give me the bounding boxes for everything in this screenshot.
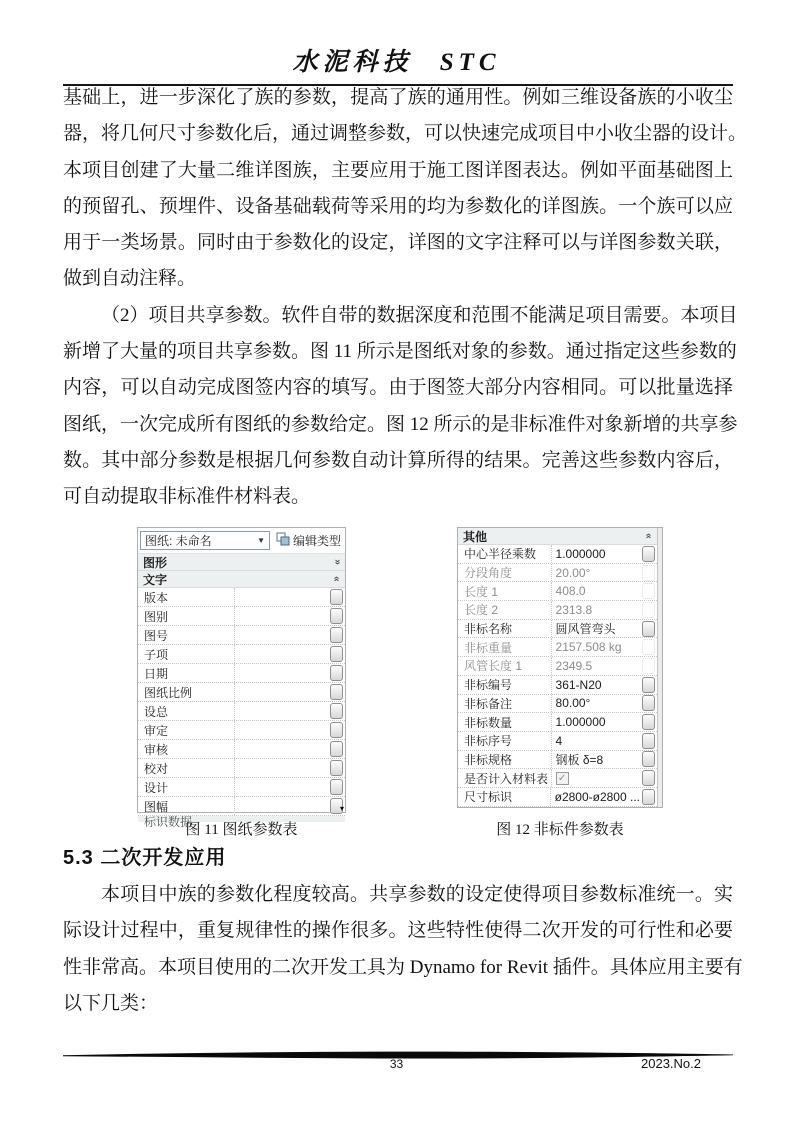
body-text-line: 本项目创建了大量二维详图族，主要应用于施工图详图表达。例如平面基础图上 <box>63 159 733 181</box>
param-value-input[interactable] <box>235 683 328 701</box>
body-text-line: 数。其中部分参数是根据几何参数自动计算所得的结果。完善这些参数内容后， <box>63 449 733 471</box>
param-label: 尺寸标识 <box>458 788 551 806</box>
param-value-input[interactable] <box>235 778 328 796</box>
body-text-line: 器，将几何尺寸参数化后，通过调整参数，可以快速完成项目中小收尘器的设计。 <box>63 123 748 145</box>
associate-param-button[interactable] <box>642 789 655 805</box>
param-label: 非标规格 <box>458 751 552 769</box>
nonstd-param-row <box>458 769 657 788</box>
associate-param-placeholder <box>642 565 655 581</box>
associate-param-button[interactable] <box>330 703 343 719</box>
associate-param-button[interactable] <box>330 722 343 738</box>
param-value[interactable]: 1.000000 <box>555 715 606 730</box>
section-label: 图形 <box>143 555 168 570</box>
param-label: 审定 <box>138 721 235 739</box>
body-text-line: 图纸，一次完成所有图纸的参数给定。图 12 所示的是非标准件对象新增的共享参 <box>63 413 738 435</box>
param-value[interactable]: 361-N20 <box>555 677 602 692</box>
associate-param-button[interactable] <box>642 714 655 730</box>
nonstd-param-row <box>458 657 657 676</box>
body-text-line: 基础上，进一步深化了族的参数，提高了族的通用性。例如三维设备族的小收尘 <box>63 87 733 108</box>
param-value-input[interactable] <box>235 626 328 644</box>
body-text-line: 做到自动注释。 <box>63 268 197 290</box>
param-value-input[interactable] <box>235 702 328 720</box>
journal-title: 水泥科技 STC <box>292 49 501 76</box>
type-selector-dropdown[interactable] <box>140 531 270 550</box>
chevron-expand-icon: » <box>332 559 344 565</box>
sheet-param-row <box>138 588 345 607</box>
scrollbar-track[interactable] <box>657 528 662 807</box>
param-label: 非标重量 <box>458 638 552 656</box>
param-label: 分段角度 <box>458 564 552 582</box>
param-value: 2313.8 <box>555 602 593 617</box>
figure11-sheet-properties-panel <box>137 527 346 829</box>
section-label: 文字 <box>143 572 168 587</box>
body-text-line: 内容，可以自动完成图签内容的填写。由于图签大部分内容相同。可以批量选择 <box>63 377 733 399</box>
nonstd-param-row <box>458 732 657 751</box>
associate-param-button[interactable] <box>330 589 343 605</box>
checkbox-checked-icon[interactable]: ✓ <box>556 772 569 785</box>
param-value-input[interactable] <box>235 759 328 777</box>
param-label: 设总 <box>138 702 235 720</box>
param-value-input[interactable] <box>235 588 328 606</box>
param-value-input[interactable] <box>235 721 328 739</box>
edit-type-label: 编辑类型 <box>292 534 341 548</box>
param-label: 是否计入材料表 <box>458 769 552 787</box>
section-heading: 5.3 二次开发应用 <box>63 847 227 869</box>
associate-param-placeholder <box>642 583 655 599</box>
sheet-param-row <box>138 664 345 683</box>
nonstd-param-row <box>458 620 657 639</box>
sheet-param-row <box>138 683 345 702</box>
body-text <box>63 80 748 516</box>
clipped-section-row: 标识数据 <box>138 816 345 822</box>
scroll-down-icon[interactable]: ▾ <box>339 804 344 813</box>
associate-param-button[interactable] <box>642 546 655 562</box>
sheet-param-row <box>138 721 345 740</box>
param-value: 20.00° <box>555 565 591 580</box>
issue-label: 2023.No.2 <box>641 1056 701 1071</box>
param-value-input[interactable] <box>235 664 328 682</box>
associate-param-button[interactable] <box>330 608 343 624</box>
param-label: 非标备注 <box>458 695 552 713</box>
associate-param-button[interactable] <box>330 741 343 757</box>
body-text-line: 新增了大量的项目共享参数。图 11 所示是图纸对象的参数。通过指定这些参数的 <box>63 341 737 363</box>
body-text-line: 可自动提取非标准件材料表。 <box>63 486 311 508</box>
chevron-collapse-icon: » <box>643 533 655 539</box>
edit-type-button[interactable] <box>274 531 343 550</box>
section-body-text <box>63 877 743 1022</box>
param-label: 中心半径乘数 <box>458 545 552 563</box>
param-value[interactable]: 圆风管弯头 <box>555 622 616 637</box>
nonstd-param-row <box>458 582 657 601</box>
param-value-input[interactable] <box>235 607 328 625</box>
type-selector-value: 图纸: 未命名 <box>145 534 212 548</box>
associate-param-button[interactable] <box>330 684 343 700</box>
associate-param-button[interactable] <box>642 677 655 693</box>
param-label: 版本 <box>138 588 235 606</box>
param-label: 日期 <box>138 664 235 682</box>
param-value[interactable]: ø2800-ø2800 ... <box>554 789 640 804</box>
associate-param-button[interactable] <box>642 751 655 767</box>
param-value[interactable]: 钢板 δ=8 <box>555 752 604 767</box>
param-value: 2157.508 kg <box>555 640 622 655</box>
nonstd-param-row <box>458 751 657 770</box>
nonstd-param-row <box>458 788 657 807</box>
param-value-input[interactable] <box>235 645 328 663</box>
nonstd-param-row <box>458 713 657 732</box>
param-label: 图号 <box>138 626 235 644</box>
body-text-line: （2）项目共享参数。软件自带的数据深度和范围不能满足项目需要。本项目 <box>101 304 738 326</box>
figure12-caption: 图 12 非标件参数表 <box>496 822 624 838</box>
param-value: 408.0 <box>555 584 586 599</box>
param-value <box>552 769 640 787</box>
param-value[interactable]: 80.00° <box>555 696 591 711</box>
param-value-input[interactable] <box>235 740 328 758</box>
associate-param-button[interactable] <box>642 770 655 786</box>
sheet-param-row <box>138 797 345 816</box>
sheet-param-row <box>138 759 345 778</box>
param-label: 图别 <box>138 607 235 625</box>
nonstd-param-row <box>458 601 657 620</box>
section-header-graphics[interactable] <box>138 554 345 571</box>
nonstd-param-row <box>458 638 657 657</box>
sheet-param-row <box>138 626 345 645</box>
associate-param-button[interactable] <box>330 627 343 643</box>
section-header-other[interactable] <box>458 528 657 545</box>
associate-param-button[interactable] <box>330 779 343 795</box>
body-text-line: 用于一类场景。同时由于参数化的设定，详图的文字注释可以与详图参数关联， <box>63 232 733 254</box>
chevron-collapse-icon: » <box>331 576 343 582</box>
param-label: 长度 1 <box>458 582 552 600</box>
param-label: 图幅 <box>138 797 235 815</box>
associate-param-button[interactable] <box>330 646 343 662</box>
sheet-param-row <box>138 645 345 664</box>
associate-param-button[interactable] <box>642 621 655 637</box>
nonstd-param-row <box>458 564 657 583</box>
dropdown-arrow-icon: ▼ <box>257 536 265 545</box>
sheet-param-row <box>138 702 345 721</box>
param-label: 子项 <box>138 645 235 663</box>
sheet-param-row <box>138 607 345 626</box>
param-label: 非标数量 <box>458 713 552 731</box>
body-text-line: 的预留孔、预埋件、设备基础载荷等采用的均为参数化的详图族。一个族可以应 <box>63 195 733 217</box>
associate-param-button[interactable] <box>642 733 655 749</box>
param-label: 长度 2 <box>458 601 552 619</box>
param-label: 非标编号 <box>458 676 552 694</box>
associate-param-placeholder <box>642 639 655 655</box>
body-text-line: 本项目中族的参数化程度较高。共享参数的设定使得项目参数标准统一。实 <box>101 884 733 905</box>
param-label: 校对 <box>138 759 235 777</box>
nonstd-param-row <box>458 695 657 714</box>
associate-param-button[interactable] <box>330 760 343 776</box>
param-label: 风管长度 1 <box>458 657 552 675</box>
param-value: 2349.5 <box>555 658 593 673</box>
sheet-param-row <box>138 740 345 759</box>
body-text-line: 性非常高。本项目使用的二次开发工具为 Dynamo for Revit 插件。具体应用主要有 <box>63 956 743 978</box>
page-number: 33 <box>389 1057 404 1071</box>
associate-param-button[interactable] <box>642 695 655 711</box>
nonstd-param-row <box>458 676 657 695</box>
param-label: 图纸比例 <box>138 683 235 701</box>
associate-param-placeholder <box>642 602 655 618</box>
figure11-caption: 图 11 图纸参数表 <box>185 822 298 838</box>
edit-type-icon <box>276 532 290 549</box>
param-value[interactable]: 1.000000 <box>555 546 606 561</box>
section-header-text[interactable] <box>138 571 345 588</box>
associate-param-placeholder <box>642 658 655 674</box>
body-text-line: 以下几类： <box>63 992 159 1014</box>
type-selector-row <box>138 528 345 554</box>
param-label: 审核 <box>138 740 235 758</box>
body-text-line: 际设计过程中，重复规律性的操作很多。这些特性使得二次开发的可行性和必要 <box>63 920 733 942</box>
param-value[interactable]: 4 <box>555 733 563 748</box>
associate-param-button[interactable] <box>330 665 343 681</box>
param-label: 设计 <box>138 778 235 796</box>
nonstd-param-row <box>458 545 657 564</box>
figure12-nonstandard-properties-panel <box>457 527 663 808</box>
sheet-param-row <box>138 778 345 797</box>
param-value-input[interactable] <box>235 797 328 815</box>
param-label: 非标序号 <box>458 732 552 750</box>
section-label: 其他 <box>463 529 488 544</box>
param-label: 非标名称 <box>458 620 552 638</box>
